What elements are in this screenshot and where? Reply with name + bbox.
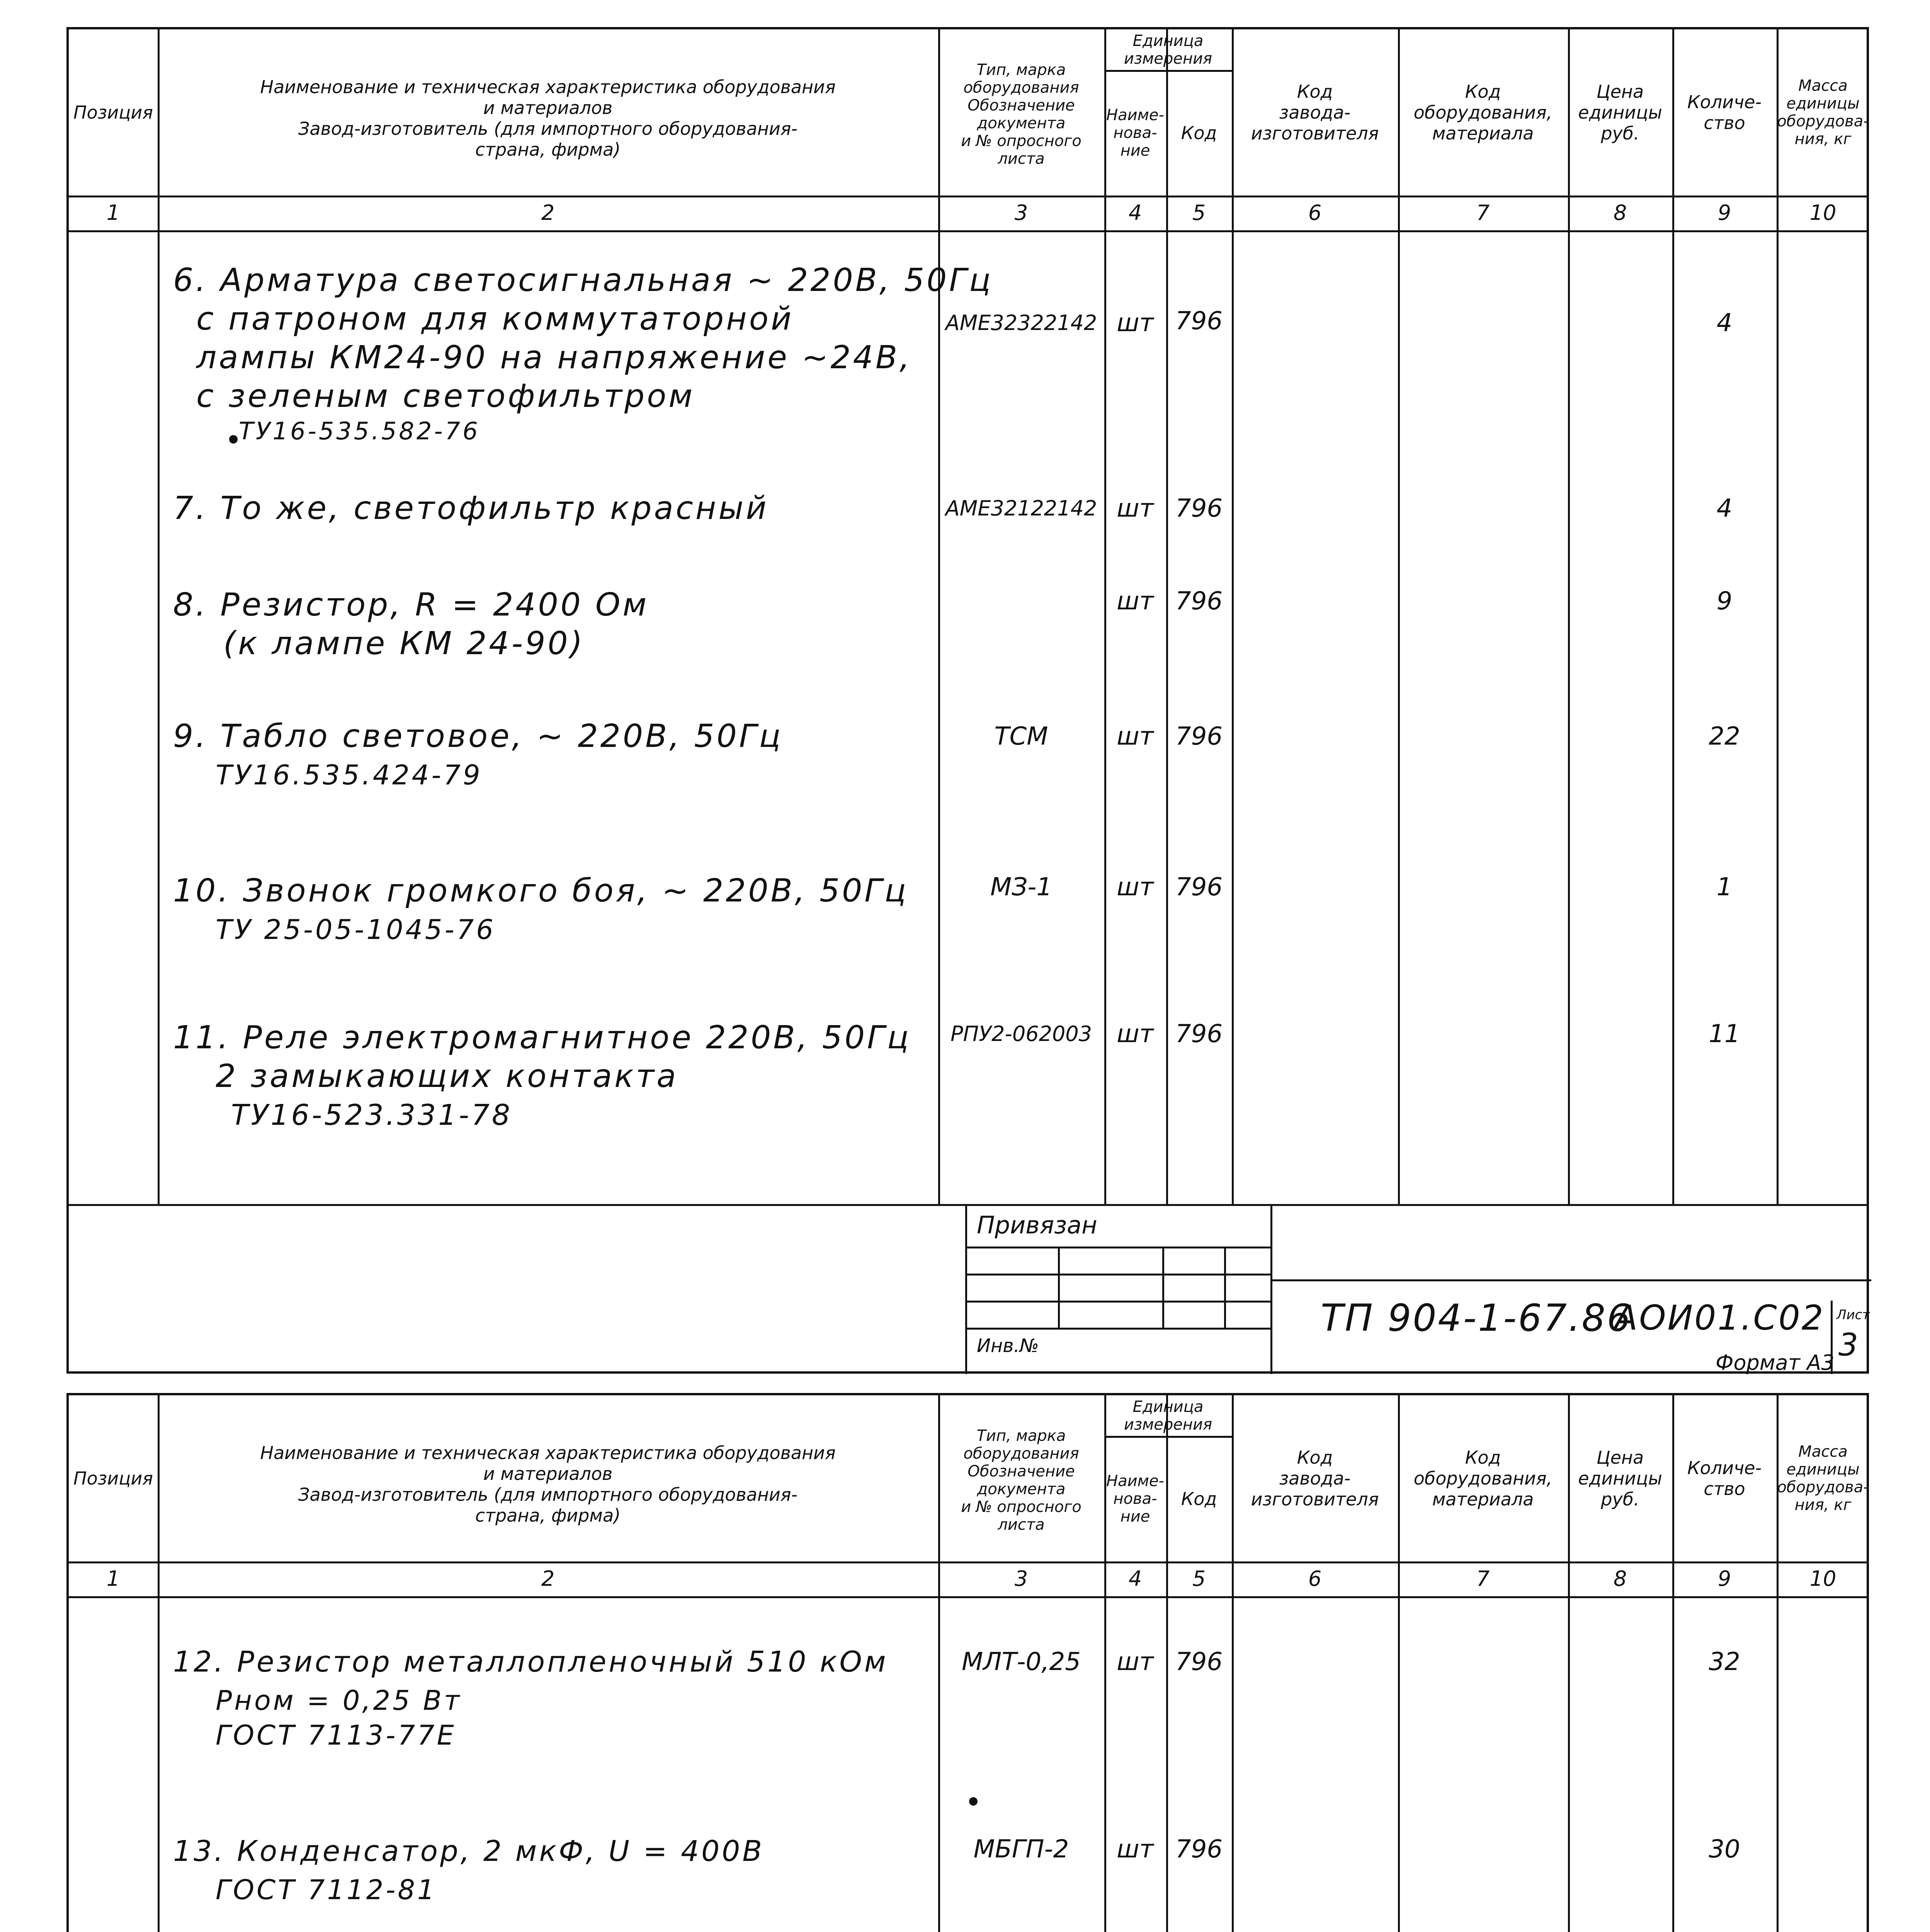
format-label: Формат А3 bbox=[1716, 1350, 1835, 1375]
header-unit-code: Код bbox=[1181, 1488, 1217, 1509]
stamp-divider bbox=[1270, 1204, 1272, 1374]
item-unit: шт bbox=[1117, 1020, 1154, 1048]
header-unit: Единица измерения bbox=[1124, 32, 1212, 68]
item-description: 6. Арматура светосигнальная ~ 220В, 50Гц bbox=[173, 262, 993, 299]
inventory-label: Инв.№ bbox=[977, 1335, 1039, 1357]
item-unit-code: 796 bbox=[1175, 873, 1223, 901]
item-description: 10. Звонок громкого боя, ~ 220В, 50Гц bbox=[173, 872, 908, 909]
item-type: МБГП-2 bbox=[973, 1835, 1069, 1864]
item-quantity: 11 bbox=[1709, 1020, 1740, 1048]
item-quantity: 1 bbox=[1716, 873, 1733, 901]
item-unit-code: 796 bbox=[1175, 307, 1223, 335]
item-unit-code: 796 bbox=[1175, 494, 1223, 523]
numbers-bottom-line bbox=[69, 230, 1867, 232]
header-bottom-line bbox=[69, 196, 1867, 197]
header-plant-code: Код завода- изготовителя bbox=[1251, 1447, 1379, 1510]
header-position: Позиция bbox=[73, 1468, 153, 1489]
header-bottom-line bbox=[69, 1561, 1867, 1563]
item-unit: шт bbox=[1117, 309, 1154, 337]
item-description: ТУ16-535.582-76 bbox=[239, 417, 480, 445]
col-number: 6 bbox=[1308, 201, 1322, 225]
item-description: ТУ16-523.331-78 bbox=[231, 1099, 513, 1132]
item-type: МЗ-1 bbox=[990, 873, 1053, 901]
header-unit-code: Код bbox=[1181, 122, 1217, 143]
item-type: ТСМ bbox=[994, 722, 1048, 751]
item-description: ГОСТ 7113-77Е bbox=[216, 1719, 456, 1751]
item-unit: шт bbox=[1117, 1835, 1154, 1864]
item-quantity: 4 bbox=[1716, 494, 1733, 523]
header-type: Тип, марка оборудования Обозначение документа и № опросного листа bbox=[961, 61, 1081, 168]
col-number: 6 bbox=[1308, 1566, 1322, 1591]
stamp-grid-line bbox=[1224, 1247, 1226, 1328]
item-unit-code: 796 bbox=[1175, 722, 1223, 751]
col-number: 7 bbox=[1476, 1566, 1490, 1591]
item-description: 8. Резистор, R = 2400 Ом bbox=[173, 587, 649, 623]
header-unit-name: Наиме- нова- ние bbox=[1106, 106, 1164, 160]
col-number: 9 bbox=[1717, 1566, 1731, 1591]
item-unit: шт bbox=[1117, 1648, 1154, 1676]
item-unit-code: 796 bbox=[1175, 1648, 1223, 1676]
header-type: Тип, марка оборудования Обозначение документа и № опросного листа bbox=[961, 1427, 1081, 1534]
header-unit-name: Наиме- нова- ние bbox=[1106, 1472, 1164, 1526]
col-number: 3 bbox=[1014, 201, 1028, 225]
item-unit: шт bbox=[1117, 587, 1154, 616]
item-quantity: 9 bbox=[1716, 587, 1733, 616]
item-description: с зеленым светофильтром bbox=[196, 378, 695, 415]
header-name: Наименование и техническая характеристика оборудования и материалов Завод-изготовитель (для импортного оборудования- страна, фирма) bbox=[260, 1442, 836, 1526]
header-price: Цена единицы руб. bbox=[1578, 1447, 1662, 1510]
sheet-number: 3 bbox=[1838, 1327, 1860, 1363]
col-number: 8 bbox=[1613, 201, 1627, 225]
item-description: 12. Резистор металлопленочный 510 кОм bbox=[173, 1645, 888, 1679]
col-number: 4 bbox=[1128, 1566, 1142, 1591]
item-description: лампы КМ24-90 на напряжение ~24В, bbox=[196, 339, 912, 376]
numbers-bottom-line bbox=[69, 1596, 1867, 1598]
col-number: 5 bbox=[1192, 1566, 1206, 1591]
document-code: АОИ01.С02 bbox=[1614, 1298, 1825, 1338]
header-price: Цена единицы руб. bbox=[1578, 81, 1662, 144]
bullet-mark bbox=[229, 435, 238, 444]
item-description: 2 замыкающих контакта bbox=[216, 1058, 678, 1095]
item-description: 9. Табло световое, ~ 220В, 50Гц bbox=[173, 718, 783, 755]
item-unit: шт bbox=[1117, 494, 1154, 523]
bullet-mark bbox=[969, 1797, 978, 1806]
item-unit-code: 796 bbox=[1175, 1020, 1223, 1048]
header-plant-code: Код завода- изготовителя bbox=[1251, 81, 1379, 144]
header-mass: Масса единицы оборудова- ния, кг bbox=[1777, 1443, 1869, 1514]
item-quantity: 30 bbox=[1709, 1835, 1740, 1864]
col-number: 2 bbox=[541, 201, 555, 225]
item-type: АМЕ32122142 bbox=[945, 496, 1097, 520]
col-number: 10 bbox=[1809, 1566, 1836, 1591]
item-unit-code: 796 bbox=[1175, 1835, 1223, 1864]
col-number: 1 bbox=[106, 1566, 120, 1591]
item-unit: шт bbox=[1117, 873, 1154, 901]
header-equipment-code: Код оборудования, материала bbox=[1413, 81, 1553, 144]
item-quantity: 4 bbox=[1716, 309, 1733, 337]
col-number: 1 bbox=[106, 201, 120, 225]
item-description: с патроном для коммутаторной bbox=[196, 301, 794, 337]
stamp-divider bbox=[965, 1204, 967, 1374]
sheet-label: Лист bbox=[1836, 1307, 1870, 1323]
spec-sheet-2 bbox=[66, 1393, 1869, 1932]
col-number: 5 bbox=[1192, 201, 1206, 225]
item-description: ТУ16.535.424-79 bbox=[216, 759, 483, 791]
header-mass: Масса единицы оборудова- ния, кг bbox=[1777, 77, 1869, 148]
item-description: ГОСТ 7112-81 bbox=[216, 1874, 437, 1906]
item-type: АМЕ32322142 bbox=[945, 311, 1097, 335]
item-description: Рном = 0,25 Вт bbox=[216, 1685, 462, 1716]
col-number: 3 bbox=[1014, 1566, 1028, 1591]
col-number: 10 bbox=[1809, 201, 1836, 225]
stamp-top-line bbox=[69, 1204, 1867, 1206]
col-number: 7 bbox=[1476, 201, 1490, 225]
col-number: 9 bbox=[1717, 201, 1731, 225]
item-quantity: 22 bbox=[1709, 722, 1740, 751]
item-quantity: 32 bbox=[1709, 1648, 1740, 1676]
col-number: 2 bbox=[541, 1566, 555, 1591]
title-block-line bbox=[1270, 1279, 1871, 1281]
stamp-label: Привязан bbox=[977, 1211, 1097, 1239]
item-unit-code: 796 bbox=[1175, 587, 1223, 616]
stamp-grid-line bbox=[965, 1328, 1270, 1330]
col-number: 8 bbox=[1613, 1566, 1627, 1591]
item-description: ТУ 25-05-1045-76 bbox=[216, 914, 496, 946]
item-type: МЛТ-0,25 bbox=[961, 1648, 1081, 1676]
item-description: (к лампе КМ 24-90) bbox=[223, 625, 585, 662]
col-number: 4 bbox=[1128, 201, 1142, 225]
document-number: ТП 904-1-67.86 bbox=[1321, 1296, 1632, 1340]
header-name: Наименование и техническая характеристика оборудования и материалов Завод-изготовитель (для импортного оборудования- страна, фирма) bbox=[260, 77, 836, 160]
item-description: 13. Конденсатор, 2 мкФ, U = 400В bbox=[173, 1835, 764, 1868]
item-description: 11. Реле электромагнитное 220В, 50Гц bbox=[173, 1019, 911, 1056]
stamp-grid-line bbox=[1058, 1247, 1060, 1328]
header-quantity: Количе- ство bbox=[1687, 1458, 1762, 1499]
header-quantity: Количе- ство bbox=[1687, 92, 1762, 133]
stamp-grid-line bbox=[1162, 1247, 1164, 1328]
header-unit: Единица измерения bbox=[1124, 1398, 1212, 1434]
header-equipment-code: Код оборудования, материала bbox=[1413, 1447, 1553, 1510]
spec-sheet-1 bbox=[66, 27, 1869, 1374]
item-unit: шт bbox=[1117, 722, 1154, 751]
header-position: Позиция bbox=[73, 102, 153, 123]
item-type: РПУ2-062003 bbox=[950, 1022, 1092, 1046]
item-description: 7. То же, светофильтр красный bbox=[173, 490, 769, 527]
